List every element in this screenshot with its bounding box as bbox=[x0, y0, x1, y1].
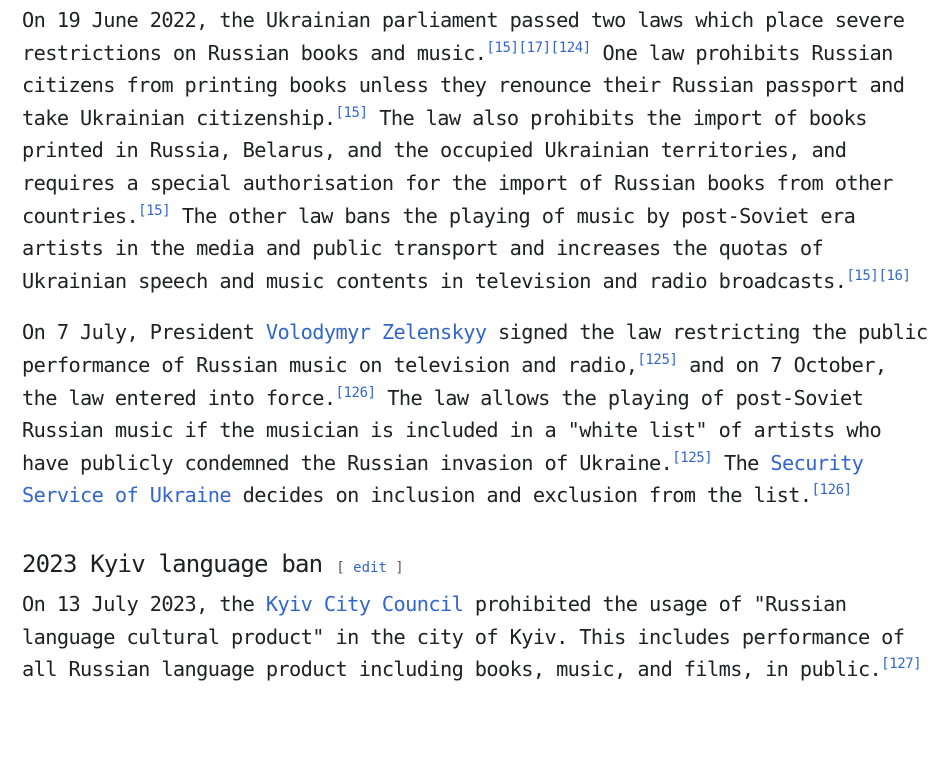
article-body bbox=[22, 4, 928, 686]
edit-bracket-open: [ bbox=[336, 559, 354, 576]
paragraph-text: prohibited the usage of "Russian language cultural product" in the city of Kyiv. This includes performance of all Russian language product including books, music, and films, in public. bbox=[22, 591, 905, 682]
section-heading bbox=[22, 547, 928, 585]
paragraph-zelenskyy-law bbox=[22, 316, 928, 512]
citation-link[interactable]: [15] bbox=[138, 202, 171, 219]
paragraph-kyiv-ban bbox=[22, 588, 928, 686]
edit-section bbox=[336, 560, 403, 576]
paragraph-text: On 7 July, President bbox=[22, 320, 266, 345]
paragraph-text: decides on inclusion and exclusion from the list. bbox=[231, 483, 812, 508]
citation-link[interactable]: [16] bbox=[878, 267, 911, 284]
citation-link[interactable]: [127] bbox=[881, 656, 922, 673]
paragraph-text: The law allows the playing of post-Soviet Russian music if the musician is included in a "white list" of artists who have publicly condemned the Russian invasion of Ukraine. bbox=[22, 385, 882, 475]
paragraph-text: and on 7 October, the law entered into force. bbox=[22, 352, 887, 410]
security-service-link[interactable]: Security Service of Ukraine bbox=[22, 450, 864, 508]
paragraph-text: The law also prohibits the import of books printed in Russia, Belarus, and the occupied Ukrainian territories, and requires a special authorisation for the import of Russian books from other countries. bbox=[22, 105, 893, 228]
section-title: 2023 Kyiv language ban bbox=[22, 549, 323, 578]
paragraph-text: signed the law restricting the public performance of Russian music on television and radio, bbox=[22, 320, 928, 377]
citation-link[interactable]: [125] bbox=[637, 351, 678, 368]
paragraph-text: On 13 July 2023, the bbox=[22, 591, 266, 616]
paragraph-text: On 19 June 2022, the Ukrainian parliament passed two laws which place severe restrictions on Russian books and music. bbox=[22, 8, 905, 65]
citation-link[interactable]: [126] bbox=[335, 384, 376, 401]
paragraph-text: The other law bans the playing of music by post-Soviet era artists in the media and public transport and increases the quotas of Ukrainian speech and music contents in television and radio broadcasts. bbox=[22, 203, 856, 293]
edit-bracket-close: ] bbox=[386, 559, 404, 576]
citation-link[interactable]: [15] bbox=[846, 267, 879, 284]
kyiv-city-council-link[interactable]: Kyiv City Council bbox=[265, 591, 464, 616]
citation-link[interactable]: [17] bbox=[518, 39, 551, 56]
citation-link[interactable]: [124] bbox=[550, 39, 591, 56]
zelenskyy-link[interactable]: Volodymyr Zelenskyy bbox=[265, 320, 487, 345]
citation-link[interactable]: [15] bbox=[486, 39, 519, 56]
paragraph-text: One law prohibits Russian citizens from printing books unless they renounce their Russian passport and take Ukrainian citizenship. bbox=[22, 40, 905, 130]
paragraph-book-music-laws bbox=[22, 4, 928, 297]
citation-link[interactable]: [126] bbox=[811, 482, 852, 499]
edit-section-link[interactable]: edit bbox=[353, 559, 387, 576]
citation-link[interactable]: [125] bbox=[672, 449, 713, 466]
citation-link[interactable]: [15] bbox=[335, 104, 368, 121]
paragraph-text: The bbox=[712, 450, 771, 475]
